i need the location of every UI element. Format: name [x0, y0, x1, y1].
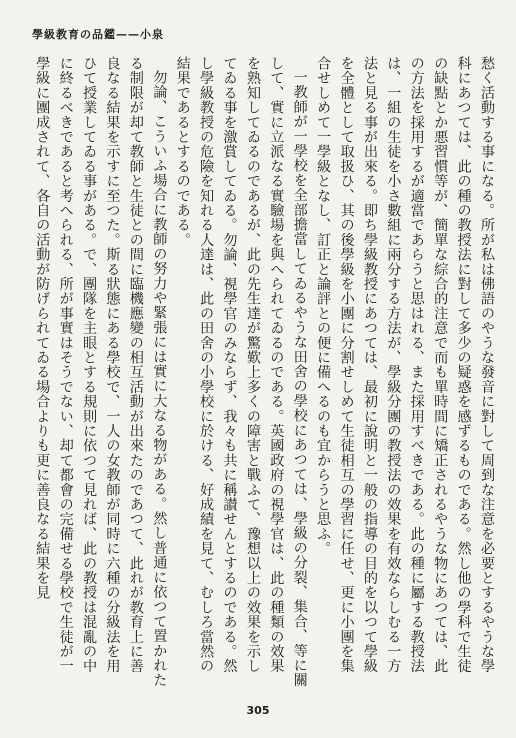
paragraph-1: 愁く活動する事になる。所が私は佛語のやうな發音に對して周到な注意を必要とするやうな學科にあつては、此の種の教授法に對して多少の疑惑を感ずるものである。然し他の學科で生徒の缺點とか悪習慣等が、簡單な綜合的注意で而も單時間に矯正されるやうな物にあつては、此の方法を採用するが適當であらうと思はれる、また採用すべきである。此の種に屬する教授法は、一組の生徒を小さ數組に兩分する方法が、學級分團の教授法の效果を有效ならしむる一方法と見る事が出來る。即ち學級教授にあつては、最初に說明と一般の指導の目的を以つて學級を全體として取扱ひ、其の後學級を小團に分割せしめて生徒相互の學習に任せ、更に小團を集合せしめて一學級となし、訂正と論評との便に備へるのも宜からうと思ふ。 [315, 56, 495, 674]
page-number: 305 [246, 704, 270, 717]
paragraph-2: 一教師が一學校を全部擔當してゐるやうな田舍の學校にあつては、學級の分裂、集合、等に關して、實に立派なる實驗場を與へられてゐるのである。英國政府の視學官は、此の種類の效果を熟知してゐるのであるが、此の先生達が驚歎上多くの障害と戰ふて、豫想以上の效果を示してゐる事を激賞してゐる。勿論、視學官のみならず、我々も共に稱讃せんとするのである。然し學級教授の危險を知れる人達は、此の田舍の小學校に於ける、好成績を見て、むしろ當然の結果であるとするのである。 [174, 56, 308, 688]
body-text [28, 56, 498, 688]
paragraph-3: 勿論、こういふ場合に教師の努力や緊張には實に大なる物がある。然し普通に依つて置かれたる制限が却て教師と生徒との間に臨機應變の相互活動が出來たのであつて、此れが教育上に善良なる結果を示すに至つた。斯る狀態にある學校で、一人の女教師が同時に六種の分級法を用ひて授業してゐる事がある。で、團隊を主眼とする規則に依つて見れば、此の教授は混亂の中に終るべきであると考へられる、所が事實はそうでない、却て都會の完備せる學校で生徒が一學級に團成されて、各自の活動が防げられてゐる場合よりも更に善良なる結果を見 [34, 56, 168, 688]
running-head: 學級教育の品鑑——小泉 [32, 28, 164, 41]
